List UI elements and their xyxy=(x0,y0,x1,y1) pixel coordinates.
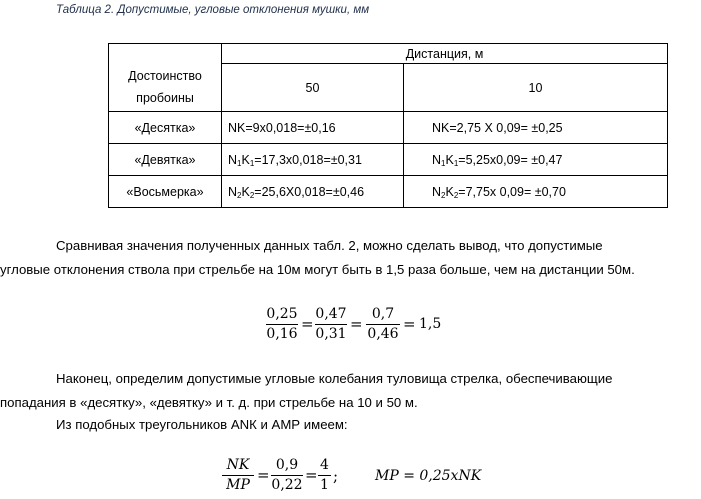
row-header-cell xyxy=(109,64,222,112)
cell-10: NK=2,75 X 0,09= ±0,25 xyxy=(404,112,668,144)
table-caption: Таблица 2. Допустимые, угловые отклонения мушки, мм xyxy=(56,4,370,16)
cell-50: $N_2K_2=25,6X0,018=\pm 0,46$ xyxy=(222,176,404,208)
row-header-line2: пробоины xyxy=(136,91,194,106)
formula-result: 1,5 xyxy=(419,316,442,332)
row-label: «Десятка» xyxy=(109,112,222,144)
table-corner-cell xyxy=(109,44,222,64)
paragraph-1-line-2: угловые отклонения ствола при стрельбе на 10м могут быть в 1,5 раза больше, чем на дистанции 50м. xyxy=(0,262,635,277)
table-subheader-row xyxy=(109,64,668,112)
paragraph-2-line-1: Наконец, определим допустимые угловые колебания туловища стрелка, обеспечивающие xyxy=(56,371,613,386)
table-header-row xyxy=(109,44,668,64)
col-50-header: 50 xyxy=(222,64,404,112)
row-header-line1: Достоинство xyxy=(128,69,202,84)
distance-header: Дистанция, м xyxy=(222,44,668,64)
table-row xyxy=(109,176,668,208)
cell-10: $N_1K_1=5,25x0,09= \pm 0,47$ xyxy=(404,144,668,176)
paragraph-1-line-1: Сравнивая значения полученных данных табл. 2, можно сделать вывод, что допустимые xyxy=(56,238,603,253)
semicolon: ; xyxy=(333,467,339,485)
formula-mp: MP = 0,25xNK xyxy=(375,468,482,484)
equals-sign: = xyxy=(305,466,318,484)
fraction: 4 1 xyxy=(318,456,331,495)
deviation-table xyxy=(108,43,668,208)
fraction: 0,25 0,16 xyxy=(266,306,298,342)
equals-sign: = xyxy=(350,315,363,333)
table-row xyxy=(109,112,668,144)
table-row xyxy=(109,144,668,176)
cell-50: $N_1K_1=17,3x0,018=\pm 0,31$ xyxy=(222,144,404,176)
fraction: NK MP xyxy=(222,456,254,495)
col-10-header: 10 xyxy=(404,64,668,112)
cell-50: NK=9x0,018=±0,16 xyxy=(222,112,404,144)
fraction: 0,47 0,31 xyxy=(315,306,347,342)
row-label: «Девятка» xyxy=(109,144,222,176)
row-label: «Восьмерка» xyxy=(109,176,222,208)
paragraph-2-line-3: Из подобных треугольников АNК и АМР имеем: xyxy=(56,417,348,432)
paragraph-2-line-2: попадания в «десятку», «девятку» и т. д. при стрельбе на 10 и 50 м. xyxy=(0,395,418,410)
equals-sign: = xyxy=(301,315,314,333)
fraction: 0,9 0,22 xyxy=(271,457,303,493)
fraction: 0,7 0,46 xyxy=(367,306,399,342)
cell-10: $N_2K_2=7,75x$ 0,09= ±0,70 xyxy=(404,176,668,208)
equals-sign: = xyxy=(257,466,270,484)
equals-sign: = xyxy=(403,315,416,333)
